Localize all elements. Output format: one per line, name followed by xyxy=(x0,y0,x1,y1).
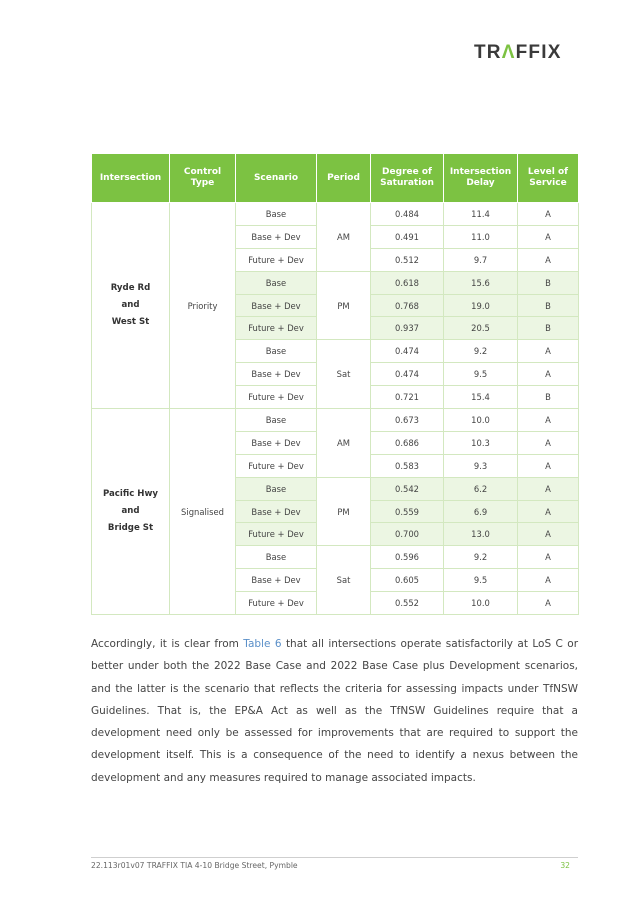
intersection-delay-cell: 13.0 xyxy=(444,523,518,546)
degree-of-saturation-cell: 0.484 xyxy=(371,203,444,226)
intersection-delay-cell: 9.5 xyxy=(444,363,518,386)
scenario-cell: Base xyxy=(236,271,317,294)
table-row xyxy=(92,409,579,432)
scenario-cell: Future + Dev xyxy=(236,454,317,477)
level-of-service-cell: A xyxy=(518,203,579,226)
degree-of-saturation-cell: 0.673 xyxy=(371,409,444,432)
period-cell: PM xyxy=(317,271,371,340)
degree-of-saturation-cell: 0.474 xyxy=(371,340,444,363)
scenario-cell: Base + Dev xyxy=(236,431,317,454)
level-of-service-cell: B xyxy=(518,294,579,317)
level-of-service-cell: A xyxy=(518,225,579,248)
footer-divider xyxy=(91,857,578,858)
level-of-service-cell: A xyxy=(518,592,579,615)
degree-of-saturation-cell: 0.937 xyxy=(371,317,444,340)
intersection-delay-cell: 10.0 xyxy=(444,592,518,615)
header-period: Period xyxy=(317,154,371,203)
scenario-cell: Base + Dev xyxy=(236,363,317,386)
scenario-cell: Base + Dev xyxy=(236,225,317,248)
intersection-delay-cell: 9.5 xyxy=(444,569,518,592)
intersection-delay-cell: 9.3 xyxy=(444,454,518,477)
level-of-service-cell: B xyxy=(518,271,579,294)
degree-of-saturation-cell: 0.700 xyxy=(371,523,444,546)
header-scenario: Scenario xyxy=(236,154,317,203)
table-reference-link[interactable]: Table 6 xyxy=(243,638,282,650)
scenario-cell: Future + Dev xyxy=(236,523,317,546)
period-cell: AM xyxy=(317,203,371,272)
intersection-delay-cell: 11.4 xyxy=(444,203,518,226)
period-cell: Sat xyxy=(317,340,371,409)
intersection-name-line: Ryde Rd xyxy=(110,283,151,293)
scenario-cell: Base xyxy=(236,546,317,569)
level-of-service-cell: A xyxy=(518,477,579,500)
table-row xyxy=(92,203,579,226)
intersection-delay-cell: 9.2 xyxy=(444,546,518,569)
degree-of-saturation-cell: 0.605 xyxy=(371,569,444,592)
control-type: Signalised xyxy=(170,409,236,615)
control-type: Priority xyxy=(170,203,236,409)
scenario-cell: Future + Dev xyxy=(236,248,317,271)
scenario-cell: Future + Dev xyxy=(236,317,317,340)
intersection-name-line: and xyxy=(121,300,140,310)
footer-text: 22.113r01v07 TRAFFIX TIA 4-10 Bridge Street, Pymble xyxy=(91,861,298,870)
period-cell: Sat xyxy=(317,546,371,615)
traffix-logo: TRΛFFIX xyxy=(474,42,562,63)
degree-of-saturation-cell: 0.542 xyxy=(371,477,444,500)
intersection-delay-cell: 19.0 xyxy=(444,294,518,317)
intersection-delay-cell: 20.5 xyxy=(444,317,518,340)
intersection-delay-cell: 10.0 xyxy=(444,409,518,432)
header-control-type: Control Type xyxy=(170,154,236,203)
scenario-cell: Base xyxy=(236,477,317,500)
table-header-row xyxy=(92,154,579,203)
degree-of-saturation-cell: 0.618 xyxy=(371,271,444,294)
scenario-cell: Base xyxy=(236,203,317,226)
degree-of-saturation-cell: 0.596 xyxy=(371,546,444,569)
body-paragraph: Accordingly, it is clear from Table 6 that all intersections operate satisfactorily at LoS C or better under both the 2022 Base Case and 2022 Base Case plus Development scenarios, and the latter is the scenario that reflects the criteria for assessing impacts under TfNSW Guidelines. That is, the EP&A Act as well as the TfNSW Guidelines require that a development need only be assessed for improvements that are required to support the development itself. This is a consequence of the need to identify a nexus between the development and any measures required to manage associated impacts. xyxy=(91,638,579,784)
level-of-service-cell: B xyxy=(518,317,579,340)
level-of-service-cell: A xyxy=(518,248,579,271)
header-intersection: Intersection xyxy=(92,154,170,203)
intersection-name-line: and xyxy=(121,506,140,517)
level-of-service-cell: A xyxy=(518,454,579,477)
intersection-delay-cell: 11.0 xyxy=(444,225,518,248)
level-of-service-cell: A xyxy=(518,340,579,363)
scenario-cell: Base + Dev xyxy=(236,569,317,592)
degree-of-saturation-cell: 0.491 xyxy=(371,225,444,248)
degree-of-saturation-cell: 0.512 xyxy=(371,248,444,271)
period-cell: PM xyxy=(317,477,371,546)
level-of-service-cell: A xyxy=(518,409,579,432)
intersection-delay-cell: 6.2 xyxy=(444,477,518,500)
scenario-cell: Base + Dev xyxy=(236,294,317,317)
degree-of-saturation-cell: 0.686 xyxy=(371,431,444,454)
scenario-cell: Future + Dev xyxy=(236,386,317,409)
scenario-cell: Base xyxy=(236,409,317,432)
degree-of-saturation-cell: 0.721 xyxy=(371,386,444,409)
level-of-service-cell: A xyxy=(518,363,579,386)
level-of-service-cell: A xyxy=(518,546,579,569)
scenario-cell: Base xyxy=(236,340,317,363)
level-of-service-cell: A xyxy=(518,523,579,546)
intersection-name-line: Bridge St xyxy=(107,523,154,534)
degree-of-saturation-cell: 0.583 xyxy=(371,454,444,477)
intersection-delay-cell: 9.7 xyxy=(444,248,518,271)
header-level-of-service: Level of Service xyxy=(518,154,579,203)
degree-of-saturation-cell: 0.768 xyxy=(371,294,444,317)
degree-of-saturation-cell: 0.474 xyxy=(371,363,444,386)
degree-of-saturation-cell: 0.552 xyxy=(371,592,444,615)
intersection-name-line: Pacific Hwy xyxy=(102,489,159,500)
header-intersection-delay: Intersection Delay xyxy=(444,154,518,203)
page-number: 32 xyxy=(560,861,570,870)
level-of-service-cell: A xyxy=(518,569,579,592)
intersection-name xyxy=(92,409,170,615)
period-cell: AM xyxy=(317,409,371,478)
intersection-name xyxy=(92,203,170,409)
intersection-delay-cell: 15.4 xyxy=(444,386,518,409)
intersection-delay-cell: 15.6 xyxy=(444,271,518,294)
level-of-service-cell: A xyxy=(518,431,579,454)
intersection-delay-cell: 9.2 xyxy=(444,340,518,363)
level-of-service-table xyxy=(91,153,579,615)
scenario-cell: Base + Dev xyxy=(236,500,317,523)
intersection-name-line: West St xyxy=(111,317,150,327)
header-degree-of-saturation: Degree of Saturation xyxy=(371,154,444,203)
level-of-service-cell: B xyxy=(518,386,579,409)
degree-of-saturation-cell: 0.559 xyxy=(371,500,444,523)
level-of-service-cell: A xyxy=(518,500,579,523)
intersection-delay-cell: 6.9 xyxy=(444,500,518,523)
scenario-cell: Future + Dev xyxy=(236,592,317,615)
intersection-delay-cell: 10.3 xyxy=(444,431,518,454)
